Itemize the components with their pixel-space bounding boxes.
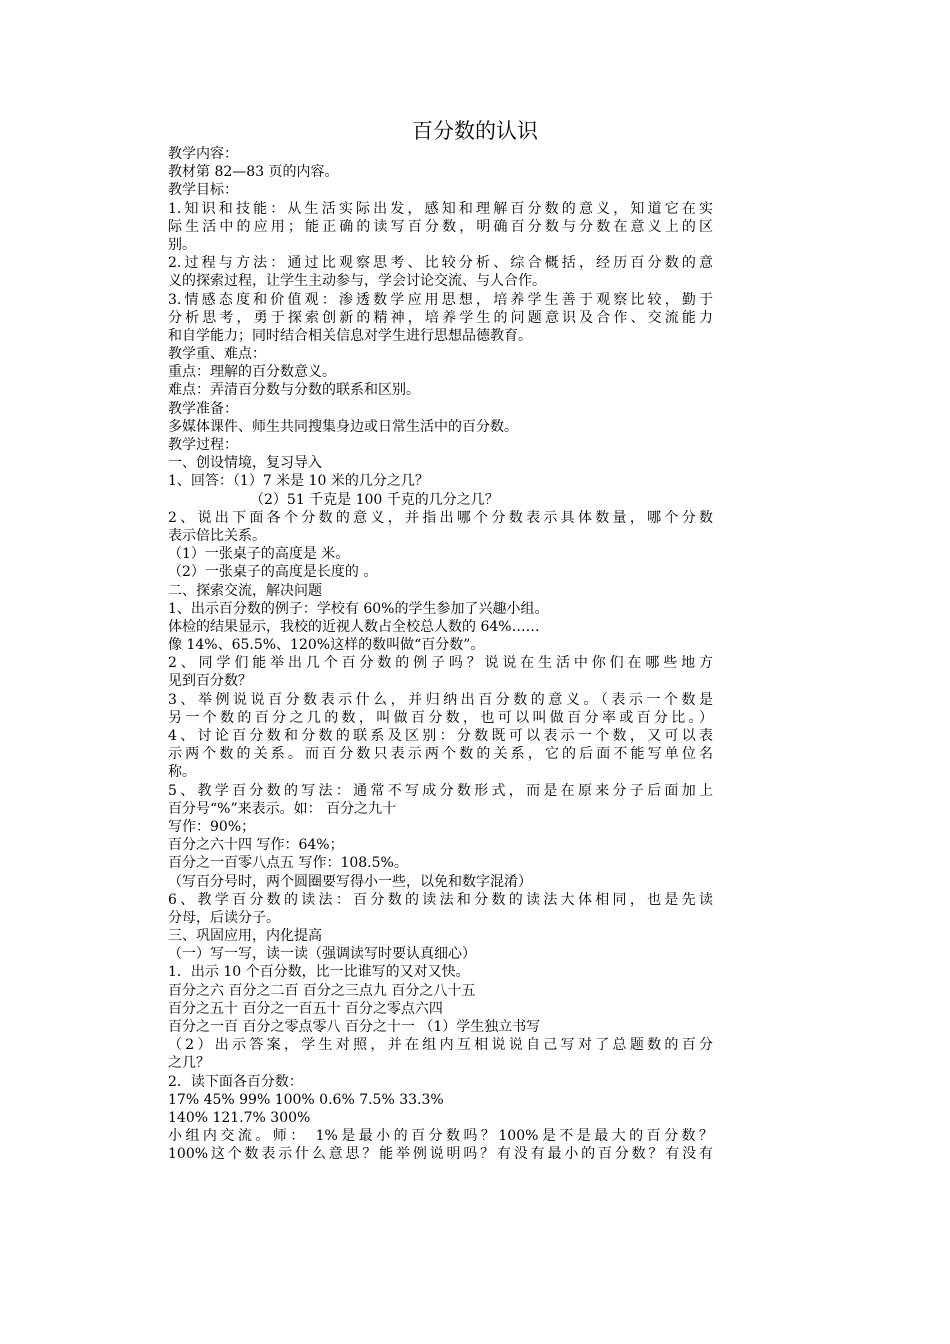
text-line: 1.知识和技能：从生活实际出发，感知和理解百分数的意义，知道它在实 [168,200,713,217]
text-line: 140% 121.7% 300% [168,1109,311,1126]
text-line: 分母，后读分子。 [168,909,280,926]
text-line: 教学内容： [168,146,238,162]
text-line: 100%这个数表示什么意思？能举例说明吗？有没有最小的百分数？有没有 [168,1146,713,1163]
text-line: 教学目标： [168,182,238,199]
text-line: 17% 45% 99% 100% 0.6% 7.5% 33.3% [168,1091,444,1108]
text-line: 体检的结果显示，我校的近视人数占全校总人数的 64%…… [168,618,540,635]
text-line: 另一个数的百分之几的数，叫做百分数，也可以叫做百分率或百分比。） [168,709,713,726]
text-line: 像 14%、65.5%、120%这样的数叫做“百分数”。 [168,637,485,654]
text-line: 教学准备： [168,400,238,417]
page-title: 百分数的认识 [412,119,538,143]
text-line: 6、教学百分数的读法：百分数的读法和分数的读法大体相同，也是先读 [168,891,713,908]
document-body [168,145,713,1164]
text-line: 见到百分数？ [168,673,252,690]
text-line: 重点：理解的百分数意义。 [168,364,336,381]
text-line: （2）一张桌子的高度是长度的 。 [168,564,378,581]
text-line: 分析思考，勇于探索创新的精神，培养学生的问题意识及合作、交流能力 [168,309,713,326]
text-line: 5、教学百分数的写法：通常不写成分数形式，而是在原来分子后面加上 [168,782,713,799]
text-line: 百分之五十 百分之一百五十 百分之零点六四 [168,1000,443,1017]
text-line: 别。 [168,236,196,253]
text-line: 小组内交流。师： 1%是最小的百分数吗？100%是不是最大的百分数？ [168,1128,713,1145]
text-line: （2）51 千克是 100 千克的几分之几？ [250,491,499,508]
text-line: 多媒体课件、师生共同搜集身边或日常生活中的百分数。 [168,418,518,435]
text-line: 一、创设情境，复习导入 [168,455,322,472]
text-line: 1、回答：（1）7 米是 10 米的几分之几？ [168,473,429,490]
text-line: 4、讨论百分数和分数的联系及区别：分数既可以表示一个数，又可以表 [168,728,713,744]
text-line: 难点：弄清百分数与分数的联系和区别。 [168,382,420,399]
text-line: （一）写一写，读一读（强调读写时要认真细心） [168,946,476,963]
text-line: 之几？ [168,1055,210,1072]
text-line: 1．出示 10 个百分数，比一比谁写的又对又快。 [168,964,470,981]
text-line: 义的探索过程，让学生主动参与，学会讨论交流、与人合作。 [168,273,546,290]
text-line: 教学重、难点： [168,346,266,363]
text-line: 三、巩固应用，内化提高 [168,928,322,945]
text-line: 百分之一百零八点五 写作：108.5%。 [168,855,408,872]
text-line: 教材第 82—83 页的内容。 [168,164,339,181]
text-line: 示两个数的关系。而百分数只表示两个数的关系，它的后面不能写单位名 [168,746,713,763]
text-line: 3.情感态度和价值观：渗透数学应用思想，培养学生善于观察比较，勤于 [168,291,713,308]
text-line: 1、出示百分数的例子：学校有 60%的学生参加了兴趣小组。 [168,600,549,617]
text-line: 教学过程： [168,437,238,453]
text-line: 2、说出下面各个分数的意义，并指出哪个分数表示具体数量，哪个分数 [168,509,713,526]
text-line: 百分之六 百分之二百 百分之三点九 百分之八十五 [168,982,476,999]
text-line: 2．读下面各百分数： [168,1073,303,1090]
text-line: （写百分号时，两个圆圈要写得小一些，以免和数字混淆） [168,873,532,890]
text-line: 称。 [168,764,196,781]
text-line: 2.过程与方法：通过比观察思考、比较分析、综合概括，经历百分数的意 [168,255,713,272]
text-line: 百分之一百 百分之零点零八 百分之十一 （1）学生独立书写 [168,1019,541,1035]
text-line: 和自学能力；同时结合相关信息对学生进行思想品德教育。 [168,327,532,344]
text-line: 二、探索交流，解决问题 [168,582,322,599]
text-line: （1）一张桌子的高度是 米。 [168,546,350,563]
text-line: 百分号“%”来表示。如： 百分之九十 [168,800,397,817]
text-line: 3、举例说说百分数表示什么，并归纳出百分数的意义。（表示一个数是 [168,691,713,708]
text-line: 表示倍比关系。 [168,527,266,544]
text-line: 百分之六十四 写作：64%； [168,837,344,854]
text-line: 写作：90%； [168,818,256,835]
text-line: 2、同学们能举出几个百分数的例子吗？说说在生活中你们在哪些地方 [168,655,713,672]
text-line: （2）出示答案，学生对照，并在组内互相说说自己写对了总题数的百分 [168,1037,713,1054]
text-line: 际生活中的应用；能正确的读写百分数，明确百分数与分数在意义上的区 [168,218,713,235]
